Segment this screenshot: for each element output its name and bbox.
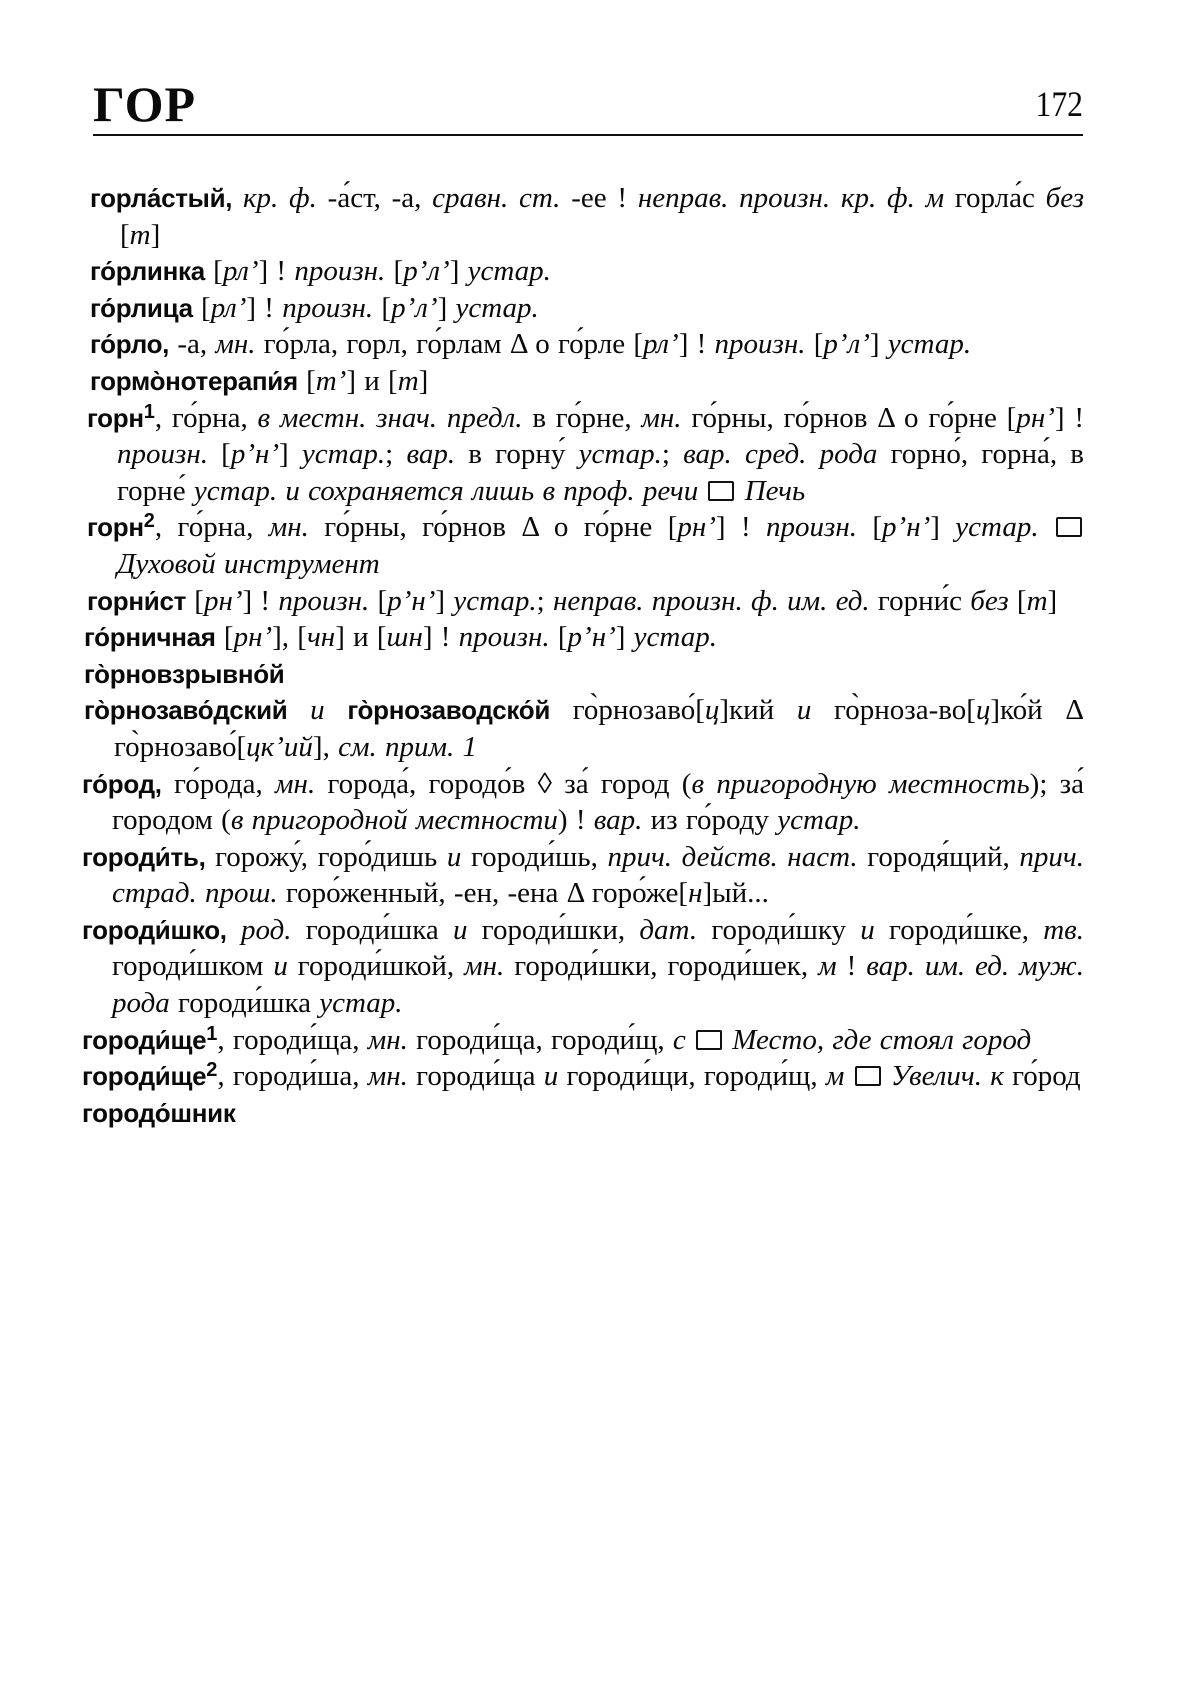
- entry-text: [: [204, 255, 223, 288]
- dictionary-entry: [90, 363, 1084, 400]
- homonym-index: 1: [206, 1022, 218, 1045]
- dictionary-entry: [84, 692, 1084, 765]
- grammar-note: произн.: [294, 255, 386, 288]
- entry-text: городи́шка: [291, 913, 454, 946]
- entry-text: ],: [312, 730, 339, 763]
- dictionary-entry: [90, 326, 1084, 363]
- dictionary-entry: [90, 253, 1084, 290]
- grammar-note: произн.: [714, 328, 806, 361]
- entry-text: городи́шки, городи́шек,: [504, 950, 819, 983]
- grammar-note: мн.: [464, 950, 505, 983]
- entry-headword: го́рлица: [90, 292, 193, 323]
- grammar-note: ц: [975, 694, 991, 727]
- entry-text: ]: [150, 218, 161, 251]
- dictionary-entry: [90, 180, 1084, 253]
- dictionary-entry: [82, 1058, 1084, 1095]
- grammar-note: т: [1026, 584, 1048, 617]
- entry-headword: го̀рновзрывно́й: [84, 658, 285, 689]
- grammar-note: произн.: [282, 291, 374, 324]
- entry-text: городи́шку: [697, 913, 861, 946]
- grammar-note: Духовой инструмент: [117, 547, 380, 580]
- grammar-note: м: [825, 1060, 845, 1093]
- grammar-note: мн.: [215, 328, 256, 361]
- entry-headword: горн: [87, 512, 144, 543]
- entry-text: городи́шка: [169, 987, 320, 1020]
- entry-text: горно́, горна́, в горне́: [117, 438, 1084, 507]
- entry-text: [: [207, 438, 231, 471]
- entry-headword: го̀рнозаво́дский: [84, 695, 288, 726]
- grammar-note: произн.: [766, 511, 857, 544]
- entry-text: ] и [: [346, 364, 398, 397]
- grammar-note: рнʼ: [203, 584, 243, 617]
- entry-headword: горн: [87, 402, 144, 433]
- entry-text: , го́рна,: [154, 511, 269, 544]
- grammar-note: Увелич. к: [890, 1060, 1004, 1093]
- entry-text: [: [385, 255, 404, 288]
- grammar-note: устар.: [777, 804, 861, 837]
- grammar-note: рлʼ: [222, 255, 259, 288]
- entry-text: городя́щий,: [857, 840, 1020, 873]
- entry-text: из го́роду: [642, 804, 778, 837]
- variant-headword: го̀рнозаводско́й: [347, 695, 551, 726]
- entry-text: ]ый...: [702, 877, 769, 910]
- entry-text: ]: [869, 328, 888, 361]
- definition-box-icon: [1056, 517, 1082, 537]
- grammar-note: рʼлʼ: [403, 255, 450, 288]
- entry-text: городи́ща: [407, 1060, 544, 1093]
- entry-text: ); за́ городом (: [112, 767, 1085, 837]
- entry-text: [325, 694, 348, 726]
- entry-text: города́, городо́в ◊ за́ город (: [315, 767, 692, 800]
- entry-text: [686, 1024, 694, 1056]
- dictionary-entry: [82, 912, 1084, 1022]
- entry-text: ]: [435, 584, 454, 617]
- grammar-note: устар.: [301, 438, 386, 471]
- homonym-index: 1: [143, 400, 155, 423]
- grammar-note: т: [129, 218, 151, 251]
- entry-headword: гормо̀нотерапи́я: [90, 365, 298, 396]
- grammar-note: и: [273, 950, 288, 983]
- grammar-note: шн: [386, 621, 423, 654]
- entry-text: [: [120, 218, 130, 251]
- entry-headword: горла́стый,: [90, 183, 233, 213]
- entry-text: ) !: [557, 804, 594, 837]
- entry-text: го́рны, го́рнов Δ о го́рне [: [308, 511, 678, 544]
- dictionary-entry: [82, 1022, 1084, 1059]
- entry-headword: городо́шник: [82, 1097, 236, 1128]
- grammar-note: чн: [306, 621, 336, 654]
- grammar-note: рʼлʼ: [391, 291, 438, 324]
- grammar-note: рлʼ: [210, 291, 247, 324]
- entry-text: !: [836, 950, 867, 983]
- entry-text: городи́ща, городи́щ,: [407, 1023, 673, 1056]
- entry-text: городи́шки,: [467, 913, 640, 946]
- entry-headword: го́род,: [82, 768, 162, 799]
- grammar-note: устар.: [955, 511, 1039, 544]
- dictionary-entry: [82, 839, 1084, 912]
- entry-text: ]ко́й Δ го̀рнозаво́[: [114, 694, 1085, 763]
- entry-text: ]: [1047, 584, 1058, 617]
- grammar-note: ц: [704, 694, 720, 727]
- grammar-note: и: [453, 913, 468, 946]
- grammar-note: рʼнʼ: [387, 584, 436, 617]
- grammar-note: вар. сред. рода: [683, 438, 878, 471]
- page-number: 172: [1035, 84, 1083, 124]
- entry-text: [227, 914, 241, 946]
- grammar-note: рнʼ: [233, 621, 273, 654]
- running-head: ГОР: [93, 76, 196, 132]
- grammar-note: устар.: [319, 987, 403, 1020]
- grammar-note: неправ. произн. ф. им. ед.: [552, 584, 870, 617]
- homonym-index: 2: [143, 510, 155, 533]
- dictionary-entry: [84, 619, 1084, 656]
- entry-text: -а́ст, -а,: [316, 182, 433, 214]
- dictionary-entry: [87, 509, 1084, 582]
- grammar-note: прич. страд. прош.: [112, 840, 1084, 910]
- entry-text: ]кий: [719, 694, 797, 727]
- entry-text: ]: [279, 438, 302, 471]
- grammar-note: Место, где стоял город: [732, 1023, 1032, 1056]
- grammar-note: в пригородной местности: [230, 804, 558, 837]
- dictionary-entry: [87, 583, 1084, 620]
- entry-text: ;: [385, 438, 407, 471]
- entry-text: -ее !: [560, 182, 638, 214]
- grammar-note: неправ. произн. кр. ф. м: [637, 182, 945, 214]
- grammar-note: вар.: [593, 804, 643, 837]
- entry-text: горла́с: [944, 182, 1046, 214]
- entry-text: ]: [418, 364, 429, 397]
- grammar-note: в местн. знач. предл.: [257, 401, 523, 434]
- entry-text: [: [805, 328, 824, 361]
- grammar-note: без: [1045, 182, 1085, 214]
- dictionary-entries: [82, 180, 1085, 1131]
- grammar-note: т: [397, 364, 419, 397]
- entry-text: [: [297, 364, 316, 397]
- grammar-note: сравн. ст.: [432, 182, 561, 214]
- grammar-note: рʼнʼ: [882, 511, 931, 544]
- grammar-note: устар. и сохраняется лишь в проф. речи: [193, 474, 699, 507]
- entry-text: ] !: [422, 621, 459, 654]
- entry-text: го̀рнозаво́[: [550, 694, 705, 727]
- grammar-note: тв.: [1043, 913, 1085, 946]
- grammar-note: и: [796, 694, 812, 727]
- entry-text: ;: [536, 584, 553, 617]
- page-header: [93, 74, 1083, 136]
- grammar-note: мн.: [367, 1023, 408, 1056]
- grammar-note: рʼнʼ: [230, 438, 280, 471]
- header-rule: [93, 134, 1083, 136]
- grammar-note: и: [446, 840, 462, 873]
- entry-text: [: [192, 291, 211, 324]
- grammar-note: произн.: [458, 621, 550, 654]
- grammar-note: устар.: [467, 255, 551, 288]
- entry-headword: горни́ст: [87, 585, 187, 616]
- grammar-note: кр. ф.: [242, 182, 317, 214]
- entry-headword: городи́ще: [82, 1024, 207, 1055]
- grammar-note: мн.: [367, 1060, 408, 1093]
- grammar-note: устар.: [887, 328, 972, 361]
- dictionary-entry: [84, 656, 1084, 693]
- entry-text: горо́женный, -ен, -ена Δ горо́же[: [277, 877, 689, 910]
- entry-text: [: [1008, 584, 1027, 617]
- grammar-note: устар.: [578, 438, 662, 471]
- entry-headword: го́рлинка: [90, 256, 205, 287]
- dictionary-entry: [82, 1095, 1084, 1132]
- grammar-note: мн.: [268, 511, 309, 544]
- entry-text: -а,: [169, 328, 216, 361]
- grammar-note: дат.: [639, 913, 698, 946]
- grammar-note: тʼ: [315, 364, 347, 397]
- entry-text: ], [: [272, 621, 307, 654]
- definition-box-icon: [855, 1066, 881, 1086]
- entry-text: ]: [437, 291, 456, 324]
- grammar-note: род.: [241, 913, 292, 946]
- entry-text: [1039, 511, 1054, 543]
- definition-box-icon: [696, 1030, 722, 1050]
- grammar-note: рнʼ: [1016, 401, 1055, 434]
- grammar-note: мн.: [275, 767, 316, 800]
- entry-text: ] !: [258, 255, 295, 288]
- grammar-note: мн.: [641, 401, 682, 434]
- grammar-note: вар.: [406, 438, 456, 471]
- entry-text: городи́щи, городи́щ,: [558, 1060, 826, 1093]
- entry-text: , го́рна,: [154, 401, 258, 434]
- grammar-note: в пригородную местность: [691, 767, 1030, 800]
- entry-headword: го́рничная: [84, 622, 216, 653]
- entry-text: в горну́: [455, 438, 579, 471]
- grammar-note: произн.: [278, 584, 370, 617]
- entry-text: ] и [: [335, 621, 387, 654]
- entry-text: го́рла, горл, го́рлам Δ о го́рле [: [255, 328, 644, 361]
- grammar-note: прич. действ. наст.: [607, 840, 858, 873]
- dictionary-entry: [82, 766, 1084, 839]
- entry-text: городи́шь,: [461, 840, 608, 873]
- grammar-note: устар.: [453, 584, 537, 617]
- entry-text: [: [215, 621, 234, 654]
- grammar-note: рʼнʼ: [567, 621, 616, 654]
- entry-text: [736, 475, 744, 507]
- entry-text: ] !: [715, 511, 767, 544]
- entry-headword: городи́ть,: [82, 841, 206, 872]
- entry-headword: го́рло,: [90, 329, 170, 360]
- entry-text: го́род: [1003, 1060, 1081, 1093]
- grammar-note: см. прим. 1: [338, 730, 477, 763]
- grammar-note: Печь: [744, 474, 806, 507]
- entry-text: ] !: [1054, 401, 1084, 434]
- grammar-note: устар.: [455, 291, 539, 324]
- entry-text: го́рны, го́рнов Δ о го́рне [: [681, 401, 1017, 434]
- entry-text: ] !: [678, 328, 715, 361]
- dictionary-entry: [87, 400, 1084, 510]
- entry-text: [883, 1060, 891, 1092]
- grammar-note: н: [688, 877, 703, 910]
- grammar-note: и: [860, 913, 875, 946]
- grammar-note: м: [818, 950, 837, 983]
- definition-box-icon: [708, 481, 734, 501]
- homonym-index: 2: [206, 1059, 218, 1082]
- entry-text: [232, 182, 243, 214]
- grammar-note: без: [970, 584, 1009, 617]
- grammar-note: и: [310, 694, 325, 727]
- entry-text: ] !: [246, 291, 283, 324]
- grammar-note: вар. им. ед. муж. рода: [112, 950, 1084, 1020]
- grammar-note: рнʼ: [677, 511, 716, 544]
- grammar-note: с: [672, 1023, 686, 1056]
- entry-text: го́рода,: [161, 767, 276, 800]
- entry-text: [: [369, 584, 388, 617]
- grammar-note: и: [543, 1060, 559, 1093]
- entry-text: горни́с: [869, 584, 971, 617]
- grammar-note: рлʼ: [643, 328, 679, 361]
- entry-headword: городи́шко,: [82, 914, 227, 945]
- entry-text: ]: [930, 511, 956, 544]
- entry-text: [: [186, 584, 204, 617]
- entry-text: ]: [615, 621, 634, 654]
- entry-text: городи́шком: [112, 950, 274, 983]
- entry-text: , городи́ша,: [217, 1060, 368, 1093]
- grammar-note: рʼлʼ: [823, 328, 870, 361]
- entry-text: , городи́ща,: [217, 1023, 368, 1056]
- entry-text: ]: [449, 255, 468, 288]
- entry-text: горожу́, горо́дишь: [205, 840, 447, 873]
- entry-headword: городи́ще: [82, 1061, 207, 1092]
- entry-text: городи́шке,: [874, 913, 1044, 946]
- entry-text: городи́шкой,: [287, 950, 465, 983]
- entry-text: [844, 1060, 852, 1092]
- dictionary-entry: [90, 290, 1084, 327]
- entry-text: [698, 475, 706, 507]
- entry-text: ;: [661, 438, 684, 471]
- grammar-note: цкʼий: [246, 730, 313, 763]
- entry-text: го̀рноза-во[: [811, 694, 976, 727]
- entry-text: [287, 694, 310, 726]
- grammar-note: устар.: [633, 621, 717, 654]
- entry-text: в го́рне,: [522, 401, 642, 434]
- entry-text: [: [856, 511, 883, 544]
- grammar-note: произн.: [117, 438, 208, 471]
- entry-text: [: [549, 621, 568, 654]
- entry-text: ] !: [242, 584, 279, 617]
- entry-text: [: [373, 291, 392, 324]
